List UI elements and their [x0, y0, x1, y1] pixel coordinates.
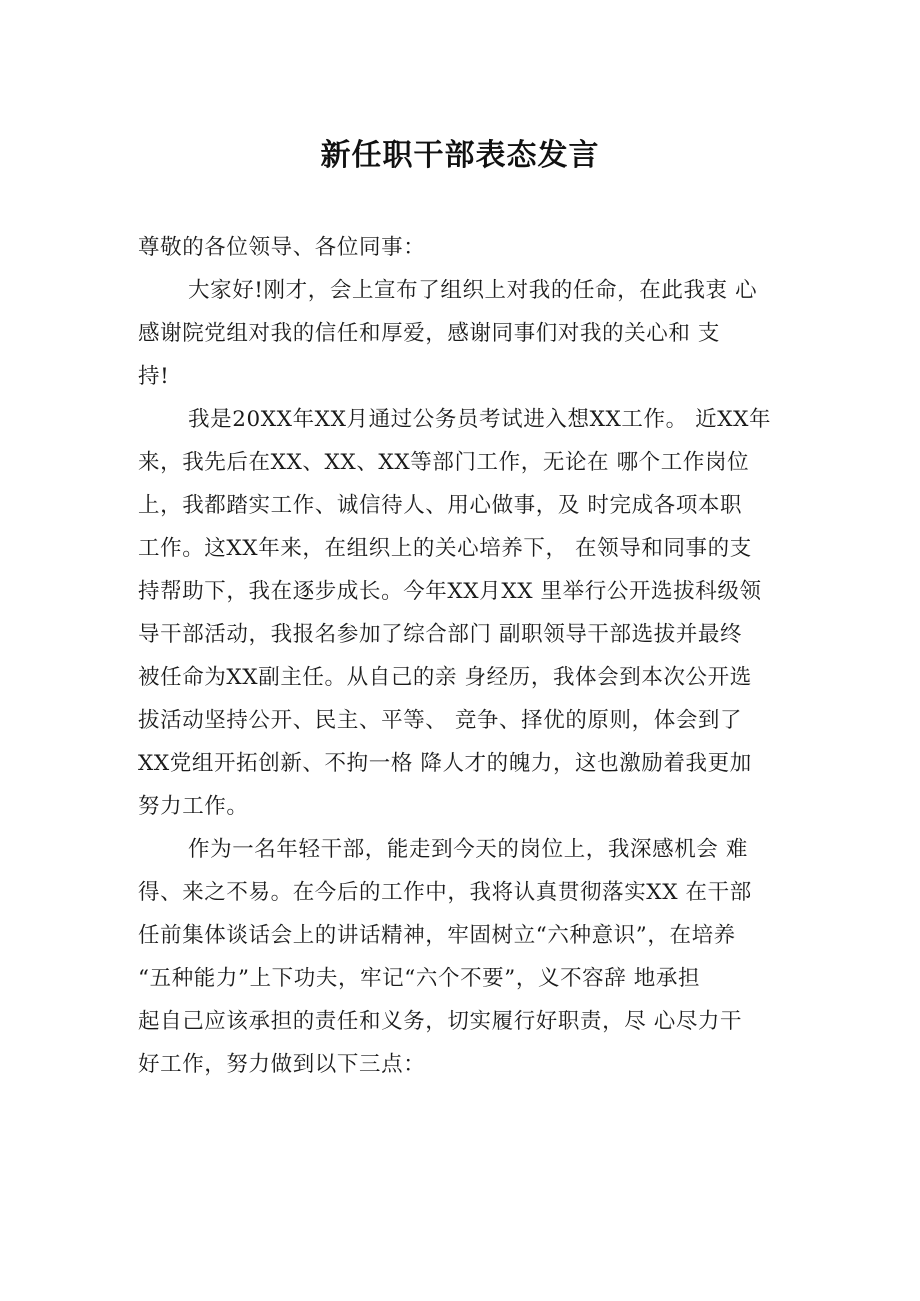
paragraph-line: 拔活动坚持公开、民主、平等、 竞争、择优的原则，体会到了	[138, 708, 743, 733]
document-title: 新任职干部表态发言	[320, 138, 600, 173]
paragraph-line: 任前集体谈话会上的讲话精神，牢固树立“六种意识”，在培养	[138, 923, 736, 948]
paragraph-line: 努力工作。	[138, 794, 249, 819]
paragraph-1	[138, 269, 788, 398]
paragraph-line: 感谢院党组对我的信任和厚爱，感谢同事们对我的关心和 支	[138, 321, 721, 346]
paragraph-line: 大家好!刚才，会上宣布了组织上对我的任命，在此我衷 心	[188, 278, 758, 303]
paragraph-line: 持帮助下，我在逐步成长。今年XX月XX 里举行公开选拔科级领	[138, 579, 762, 604]
paragraph-2	[138, 398, 788, 828]
paragraph-line: 我是20XX年XX月通过公务员考试进入想XX工作。 近XX年	[188, 407, 772, 432]
paragraph-line: 被任命为XX副主任。从自己的亲 身经历，我体会到本次公开选	[138, 665, 752, 690]
paragraph-line: 得、来之不易。在今后的工作中，我将认真贯彻落实XX 在干部	[138, 880, 752, 905]
paragraph-line: 起自己应该承担的责任和义务，切实履行好职责，尽 心尽力干	[138, 1009, 743, 1034]
paragraph-line: 作为一名年轻干部，能走到今天的岗位上，我深感机会 难	[188, 837, 748, 862]
paragraph-line: 好工作，努力做到以下三点：	[138, 1052, 426, 1077]
paragraph-line: 工作。这XX年来，在组织上的关心培养下， 在领导和同事的支	[138, 536, 752, 561]
paragraph-line: 持!	[138, 364, 170, 389]
paragraph-3	[138, 828, 788, 1086]
paragraph-line: 来，我先后在XX、XX、XX等部门工作，无论在 哪个工作岗位	[138, 450, 750, 475]
paragraph-line: 上，我都踏实工作、诚信待人、用心做事，及 时完成各项本职	[138, 493, 743, 518]
paragraph-line: “五种能力”上下功夫，牢记“六个不要”，义不容辞 地承担	[138, 966, 701, 991]
document-body	[138, 226, 788, 1086]
salutation: 尊敬的各位领导、各位同事：	[138, 235, 426, 260]
paragraph-line: XX党组开拓创新、不拘一格 降人才的魄力，这也激励着我更加	[138, 751, 752, 776]
paragraph-line: 导干部活动，我报名参加了综合部门 副职领导干部选拔并最终	[138, 622, 743, 647]
